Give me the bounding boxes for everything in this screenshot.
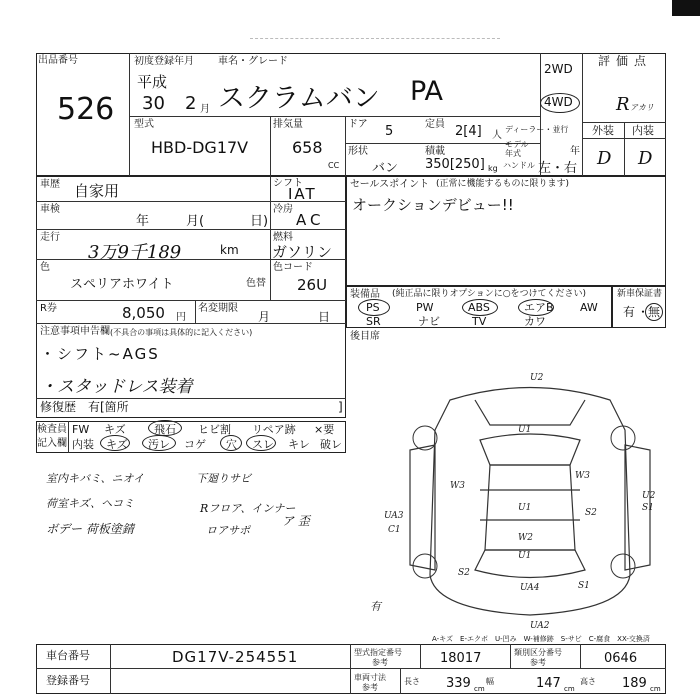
mark-s2-center: S2 (585, 508, 597, 518)
notes-line2: ・スタッドレス装着 (40, 377, 193, 397)
handwritten-right-2: Rフロア、インナー (200, 502, 296, 515)
equipment-label: 装備品 (350, 289, 380, 300)
capacity-value: 2[4] (455, 124, 482, 139)
grade-label: 評価点 (598, 54, 653, 68)
height-value: 189 (622, 676, 647, 691)
car-windshield (480, 434, 580, 465)
dealer-label: ディーラー・並行 (505, 125, 569, 134)
model-year-unit: 年 (570, 146, 580, 157)
inspector-r1-2: ヒビ割 (198, 423, 231, 436)
width-unit: cm (564, 685, 575, 693)
repair-bracket: [箇所 (100, 400, 129, 414)
doors-value: 5 (385, 124, 394, 139)
inspector-r2-1: 汚レ (148, 438, 170, 451)
r-ticket-unit: 円 (176, 312, 186, 323)
equipment-note: (純正品に限りオプションに○をつけてください) (392, 289, 587, 299)
car-outline (430, 388, 630, 616)
category-label1: 類別区分番号 (514, 648, 562, 657)
capacity-unit: 人 (492, 130, 502, 141)
mark-inspector-check: 有 (370, 600, 381, 613)
inspector-r1-4: ×要 (314, 423, 335, 436)
inspector-r1-3: リペア跡 (252, 423, 296, 436)
color-code-value: 26U (297, 276, 328, 294)
type-designation-value: 18017 (440, 651, 482, 666)
first-reg-month-unit: 月 (200, 104, 210, 115)
mark-s1-right: S1 (642, 503, 654, 513)
color-code-label: 色コード (273, 262, 313, 273)
notes-note: (不具合の事項は具体的に記入ください) (110, 328, 253, 337)
history-value: 自家用 (74, 182, 120, 200)
exterior-label: 外装 (592, 124, 614, 137)
mark-circle-sure (246, 435, 276, 451)
mark-w2: W2 (518, 533, 533, 543)
inspector-label2: 記入欄 (37, 438, 67, 449)
height-label: 高さ (580, 677, 596, 686)
equipment-leather: カワ (524, 315, 546, 328)
length-value: 339 (446, 676, 471, 691)
dimensions-label1: 車両寸法 (354, 673, 386, 682)
r-ticket-label: R券 (40, 303, 57, 314)
lot-number: 526 (57, 92, 115, 127)
equipment-pw: PW (416, 301, 434, 314)
car-damage-diagram (370, 370, 680, 632)
mileage-label: 走行 (40, 232, 60, 243)
load-value: 350[250] (425, 157, 485, 172)
mark-circle-hiseki (148, 420, 182, 436)
mark-u1-rear: U1 (518, 551, 532, 561)
load-label: 積載 (425, 146, 445, 157)
inspector-r2-5: キレ (288, 438, 310, 451)
mileage-value: 3万9千189 (88, 242, 182, 263)
displacement-unit: CC (328, 161, 340, 170)
equipment-sr: SR (366, 315, 381, 328)
mark-u1-center: U1 (518, 503, 532, 513)
sales-point-text: オークションデビュー!! (352, 196, 514, 214)
equipment-abs-circle (462, 299, 498, 316)
mark-ua3-left: UA3 (384, 511, 404, 521)
inspector-r1-0: キズ (104, 423, 126, 436)
rear-seat-label: 後目席 (350, 331, 380, 342)
displacement-value: 658 (292, 138, 323, 157)
mark-circle-ana (220, 435, 242, 451)
doors-label: ドア (348, 119, 368, 130)
grade-value: R (616, 94, 630, 115)
width-value: 147 (536, 676, 561, 691)
handle-label: ハンドル (503, 161, 535, 170)
equipment-navi: ナビ (418, 315, 440, 328)
repair-label: 修復歴 (40, 400, 77, 414)
inspector-r2-4: スレ (252, 438, 274, 451)
first-reg-label: 初度登録年月 (134, 56, 194, 67)
width-label: 幅 (486, 677, 494, 686)
mileage-unit: km (220, 243, 239, 257)
handle-value: 左・右 (538, 161, 578, 176)
new-warranty-sep: ・ (637, 305, 650, 319)
chassis-value: DG17V-254551 (172, 648, 299, 666)
equipment-tv: TV (472, 315, 487, 328)
first-reg-era: 平成 (137, 73, 168, 91)
mark-circle-yogore (142, 435, 176, 451)
inspector-label1: 検査員 (37, 424, 67, 435)
type-label: 型式 (134, 119, 154, 130)
reg-no-label: 登録番号 (46, 674, 90, 687)
equipment-ps: PS (366, 301, 380, 314)
new-warranty-no: 無 (648, 305, 661, 319)
mark-c1-left: C1 (388, 525, 401, 535)
handwritten-left-3: ボデー 荷板塗錆 (46, 522, 134, 536)
inspection-label: 車検 (40, 204, 60, 215)
notes-line1: ・シフト~AGS (40, 345, 160, 363)
grade-sub: アカリ (630, 103, 654, 112)
color-value: スペリアホワイト (70, 277, 174, 292)
inspector-interior: 内装 (72, 438, 94, 451)
mark-ua2-bottom: UA2 (530, 621, 550, 631)
length-unit: cm (474, 685, 485, 693)
inspection-day: 日) (250, 214, 269, 229)
mark-u2-right: U2 (642, 491, 656, 501)
load-unit: kg (488, 164, 498, 173)
damage-legend: A-キズ E-エクボ U-凹み W-補修跡 S-サビ C-腐食 XX-交換済 (432, 635, 650, 643)
name-change-label: 名変期限 (198, 303, 238, 314)
color-swap-label: 色替 (246, 278, 266, 289)
mark-ua4-rear: UA4 (520, 583, 540, 593)
interior-label: 内装 (632, 124, 654, 137)
inspector-r2-3: 穴 (226, 438, 237, 451)
handwritten-left-1: 室内キバミ、ニオイ (46, 472, 145, 485)
equipment-abs: ABS (468, 301, 490, 314)
model-year-label2: 年式 (505, 149, 521, 158)
equipment-airbag: エアB (524, 301, 554, 314)
mark-u1-upper: U1 (518, 425, 532, 435)
mark-s2-rear: S2 (458, 568, 470, 578)
wheel-rr (611, 554, 635, 578)
drive-2wd: 2WD (544, 62, 573, 76)
capacity-label: 定員 (425, 119, 445, 130)
drive-4wd: 4WD (544, 95, 573, 109)
new-warranty-yes: 有 (623, 305, 636, 319)
inspector-r2-2: コゲ (184, 438, 206, 451)
equipment-airbag-circle (518, 299, 554, 316)
ac-label: 冷房 (273, 204, 293, 215)
interior-value: D (638, 148, 653, 169)
category-label2: 参考 (530, 658, 546, 667)
mark-top-u2: U2 (530, 373, 544, 383)
displacement-label: 排気量 (273, 119, 303, 130)
body-shape-label: 形状 (348, 146, 368, 157)
shift-label: シフト (273, 178, 303, 189)
repair-value: 有 (88, 400, 101, 414)
car-hood (475, 400, 585, 425)
type-designation-label2: 参考 (372, 658, 388, 667)
fuel-value: ガソリン (272, 243, 333, 261)
model-year-label1: モデル (505, 140, 529, 149)
inspector-fw: FW (72, 423, 90, 436)
handwritten-right-3: ロアサポ (206, 524, 250, 537)
header-faint-line (250, 38, 500, 42)
model-name-label: 車名・グレード (218, 56, 288, 67)
wheel-fr (611, 426, 635, 450)
handwritten-right-4: ア 歪 (282, 514, 310, 528)
sales-point-label: セールスポイント (350, 179, 430, 190)
first-reg-year: 30 (142, 93, 165, 114)
handwritten-left-2: 荷室キズ、ヘコミ (46, 497, 135, 510)
exterior-value: D (597, 148, 612, 169)
name-change-month: 月 (258, 310, 271, 324)
model-grade: PA (410, 76, 444, 107)
r-ticket-value: 8,050 (122, 304, 165, 322)
lot-label: 出品番号 (38, 55, 78, 66)
shift-value: IAT (288, 185, 317, 203)
mark-w3-left: W3 (450, 481, 465, 491)
inspection-year: 年 (136, 214, 150, 229)
new-warranty-label: 新車保証書 (617, 289, 663, 299)
body-shape-value: バン (372, 161, 399, 176)
mark-circle-kizu (100, 435, 130, 451)
category-value: 0646 (604, 651, 638, 666)
chassis-label: 車台番号 (46, 649, 90, 662)
height-unit: cm (650, 685, 661, 693)
length-label: 長さ (404, 677, 420, 686)
model-name: スクラムバン (218, 83, 380, 114)
corner-mark (672, 0, 700, 16)
repair-close: ] (338, 400, 343, 414)
type-designation-label1: 型式指定番号 (354, 648, 402, 657)
handwritten-right-1: 下廻りサビ (196, 472, 251, 485)
inspector-r1-1: 飛石 (154, 423, 176, 436)
inspector-r2-6: 破レ (320, 438, 342, 451)
mark-w3-right: W3 (575, 471, 590, 481)
equipment-aw: AW (580, 301, 598, 314)
sales-point-block (346, 176, 666, 286)
ac-value: AC (296, 211, 325, 229)
type-value: HBD-DG17V (151, 138, 249, 157)
name-change-day: 日 (318, 310, 331, 324)
history-label: 車歴 (40, 179, 60, 190)
inspector-r2-0: キズ (106, 438, 128, 451)
color-label: 色 (40, 262, 50, 273)
first-reg-month: 2 (185, 93, 197, 114)
mark-s1-rear: S1 (578, 581, 590, 591)
equipment-ps-circle (358, 299, 390, 316)
inspection-month: 月( (186, 214, 205, 229)
fuel-label: 燃料 (273, 232, 293, 243)
dimensions-label2: 参考 (362, 683, 378, 692)
sales-point-note: (正常に機能するものに限ります) (436, 179, 570, 189)
notes-label: 注意事項申告欄 (40, 326, 110, 337)
